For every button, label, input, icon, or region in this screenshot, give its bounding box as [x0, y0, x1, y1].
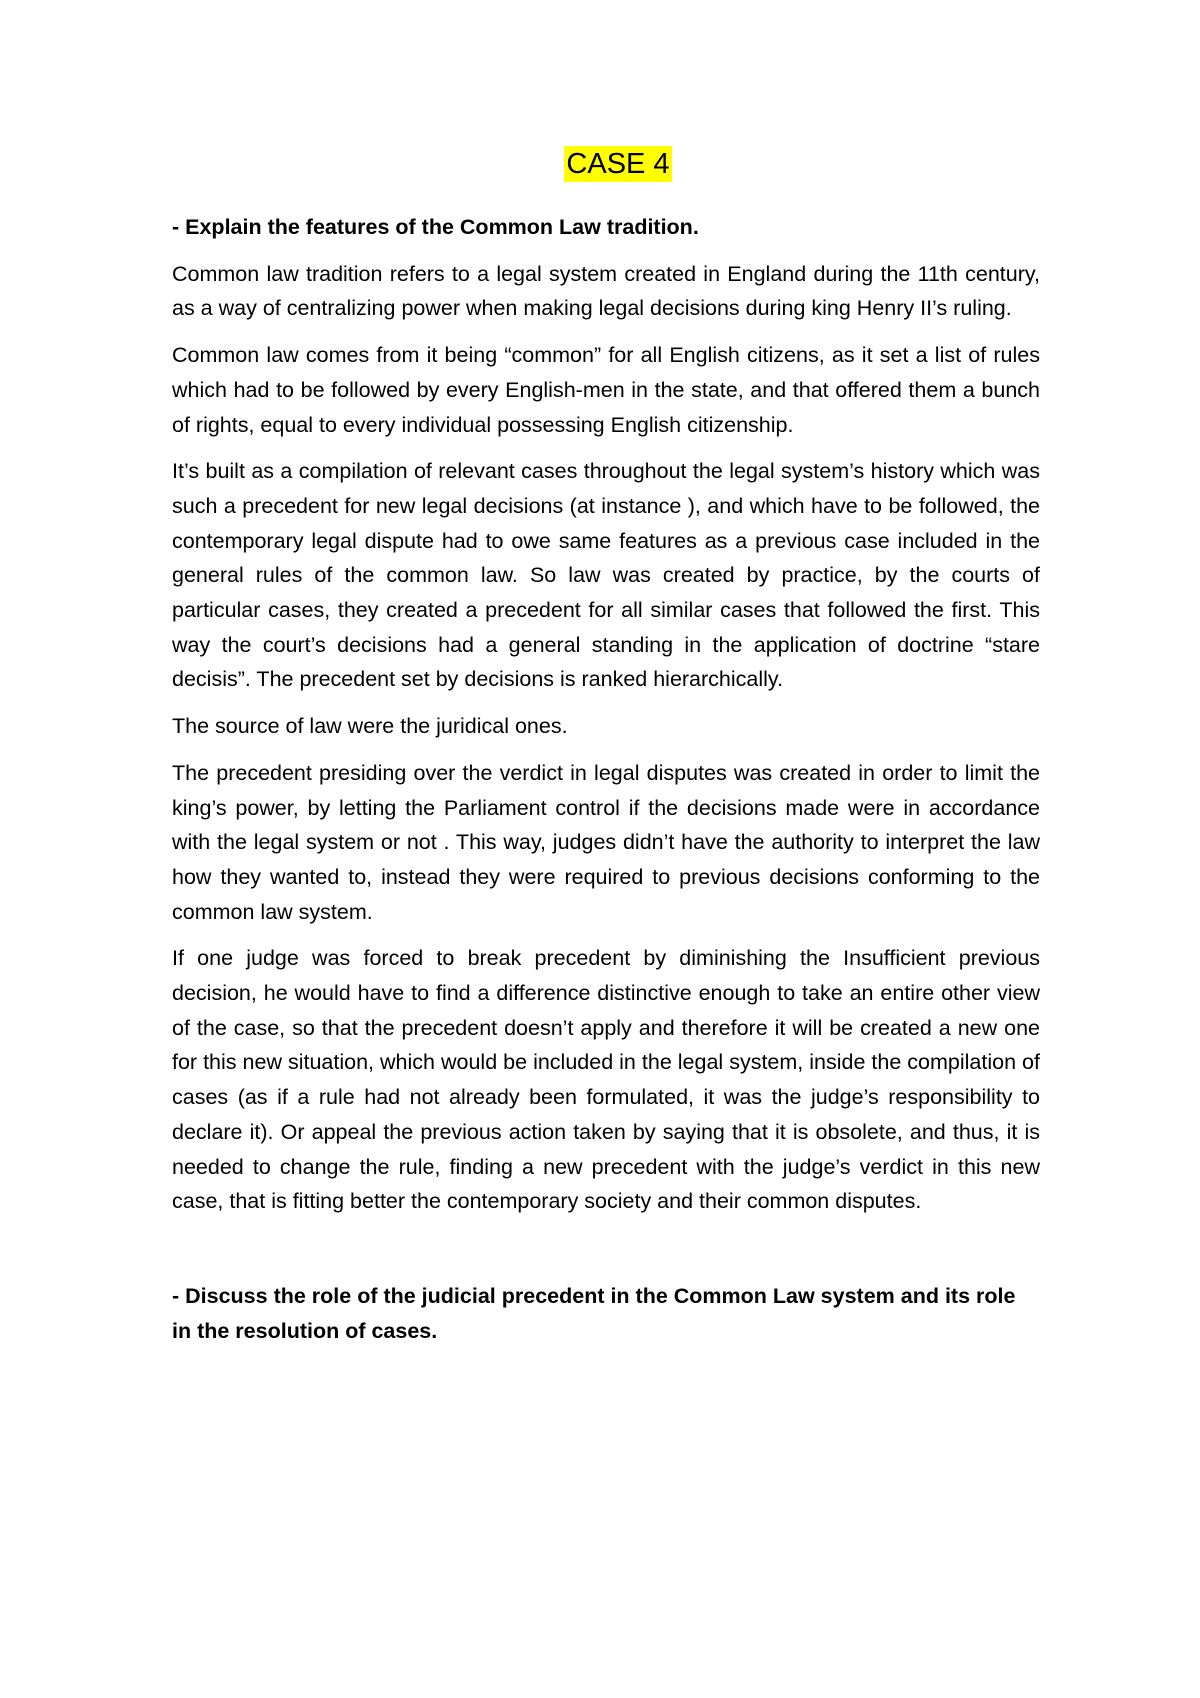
title-container	[172, 146, 1040, 182]
section-spacer	[172, 1231, 1040, 1279]
paragraph-6: If one judge was forced to break precedent by diminishing the Insufficient previous decision, he would have to find a difference distinctive enough to take an entire other view of the case, so that the precedent doesn’t apply and therefore it will be created a new one for this new situation, which would be included in the legal system, inside the compilation of cases (as if a rule had not already been formulated, it was the judge’s responsibility to declare it). Or appeal the previous action taken by saying that it is obsolete, and thus, it is needed to change the rule, finding a new precedent with the judge’s verdict in this new case, that is fitting better the contemporary society and their common disputes.	[172, 946, 1040, 1214]
paragraph-5: The precedent presiding over the verdict in legal disputes was created in order to limit the king’s power, by letting the Parliament control if the decisions made were in accordance with the legal system or not . This way, judges didn’t have the authority to interpret the law how they wanted to, instead they were required to previous decisions conforming to the common law system.	[172, 760, 1040, 924]
paragraph-1: Common law tradition refers to a legal system created in England during the 11th century, as a way of centralizing power when making legal decisions during king Henry II’s ruling.	[172, 261, 1040, 321]
page-title: CASE 4	[566, 148, 670, 180]
paragraph-2: Common law comes from it being “common” for all English citizens, as it set a list of rules which had to be followed by every English-men in the state, and that offered them a bunch of rights, equal to every individual possessing English citizenship.	[172, 343, 1040, 437]
question-heading-2: - Discuss the role of the judicial precedent in the Common Law system and its role in the resolution of cases.	[172, 1283, 1016, 1343]
paragraph-4: The source of law were the juridical ones.	[172, 714, 568, 739]
question-heading-1: - Explain the features of the Common Law tradition.	[172, 215, 699, 239]
paragraph-3: It’s built as a compilation of relevant cases throughout the legal system’s history which was such a precedent for new legal decisions (at instance ), and which have to be followed, the contemporary legal dispute had to owe same features as a previous case included in the general rules of the common law. So law was created by practice, by the courts of particular cases, they created a precedent for all similar cases that followed the first. This way the court’s decisions had a general standing in the application of doctrine “stare decisis”. The precedent set by decisions is ranked hierarchically.	[172, 459, 1040, 692]
